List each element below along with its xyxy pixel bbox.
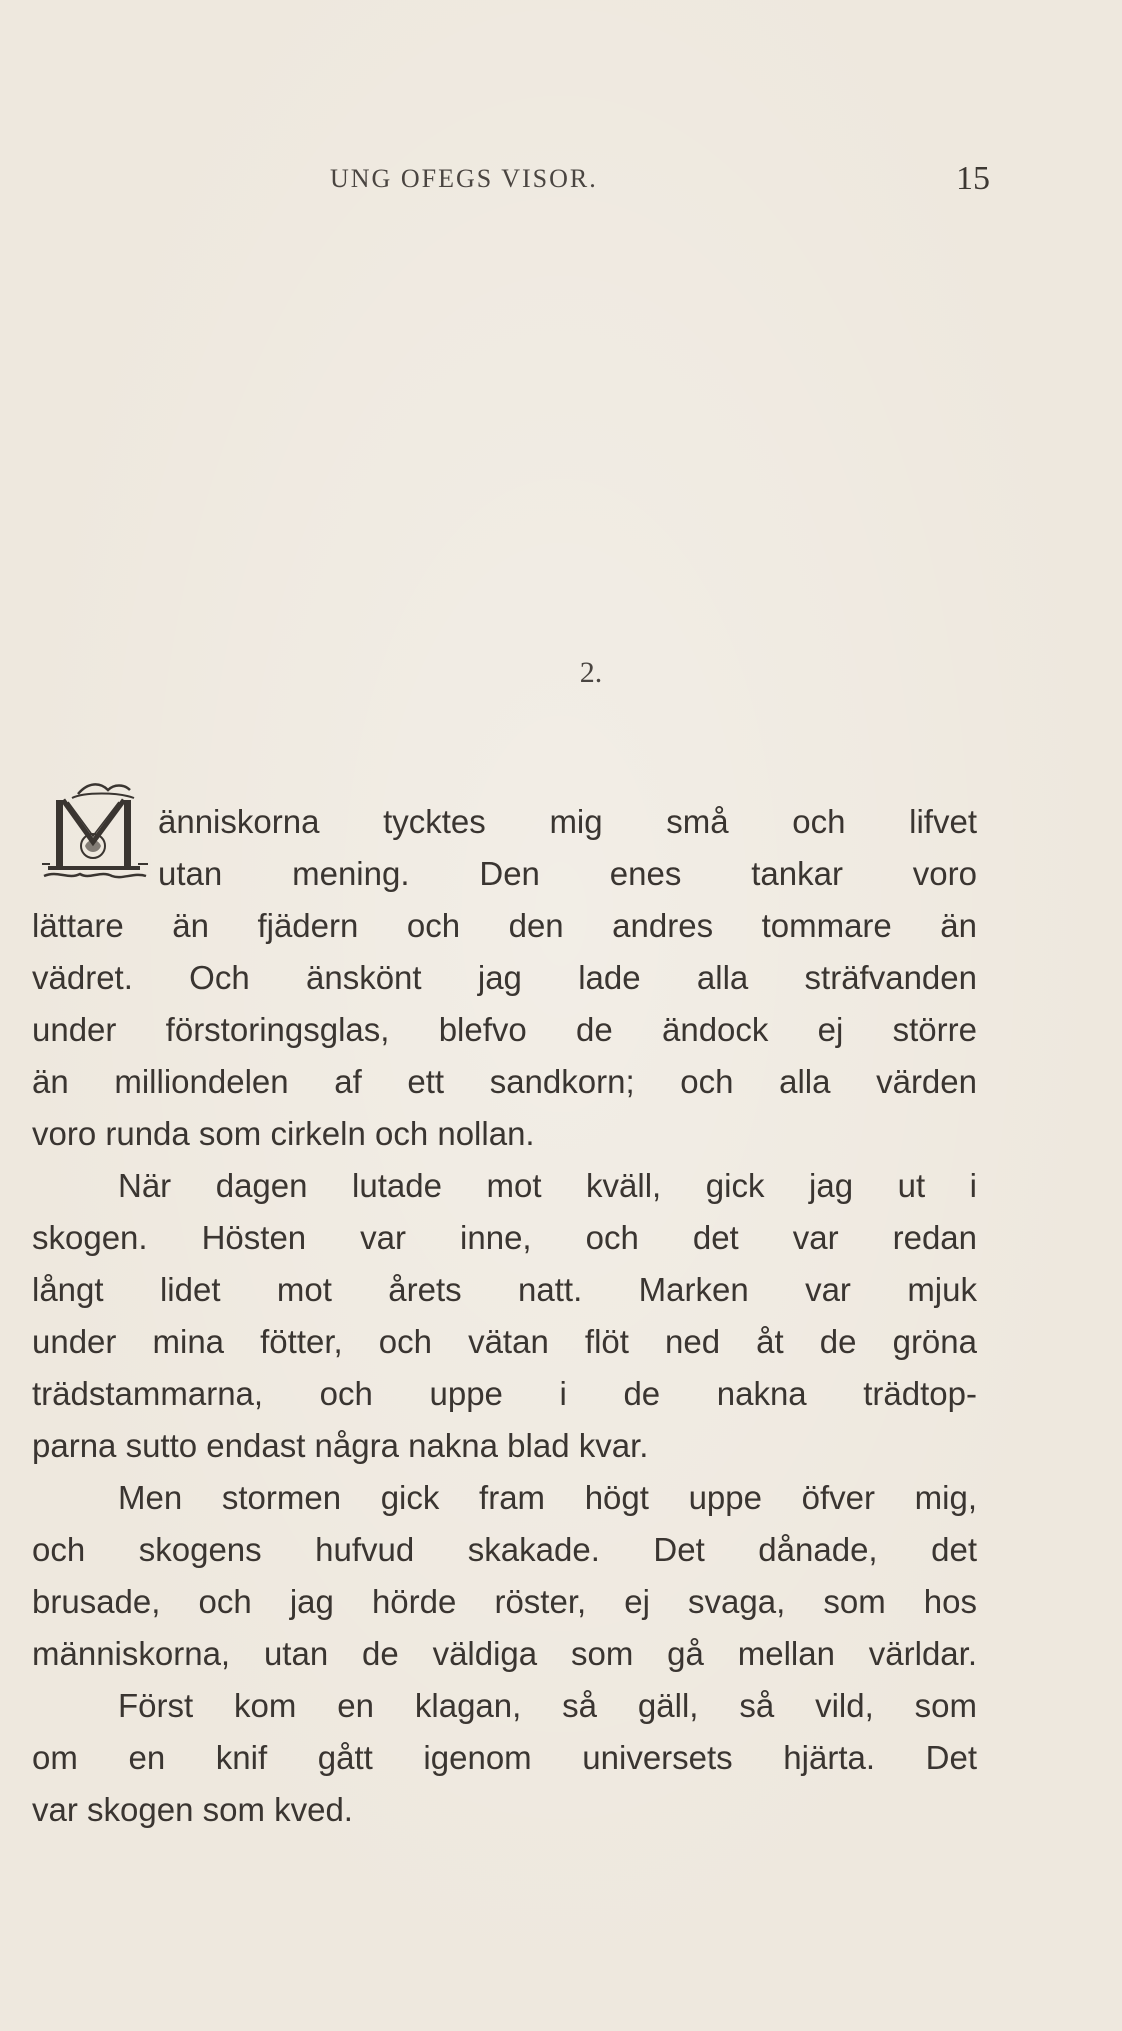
section-number: 2. [579, 656, 603, 689]
text-line-7: voro runda som cirkeln och nollan. [32, 1115, 535, 1152]
text-line-6: än milliondelen af ett sandkorn; och alla värden [32, 1063, 977, 1100]
text-line-5: under förstoringsglas, blefvo de ändock ej större [32, 1011, 977, 1048]
text-line-9: skogen. Hösten var inne, och det var redan [32, 1219, 977, 1256]
running-head [330, 160, 990, 200]
text-line-12: trädstammarna, och uppe i de nakna trädtop- [32, 1375, 977, 1412]
text-line-14: Men stormen gick fram högt uppe öfver mig, [118, 1479, 977, 1516]
text-line-3: lättare än fjädern och den andres tommare än [32, 907, 977, 944]
text-line-8: När dagen lutade mot kväll, gick jag ut i [118, 1167, 977, 1204]
text-line-4: vädret. Och änskönt jag lade alla sträfvanden [32, 959, 977, 996]
ornamental-initial-m-icon [38, 780, 150, 882]
text-line-17: människorna, utan de väldiga som gå mellan världar. [32, 1635, 977, 1672]
text-line-16: brusade, och jag hörde röster, ej svaga, som hos [32, 1583, 977, 1620]
text-line-19: om en knif gått igenom universets hjärta. Det [32, 1739, 977, 1776]
running-title: UNG OFEGS VISOR. [330, 164, 598, 193]
text-line-20: var skogen som kved. [32, 1791, 353, 1828]
page-number: 15 [956, 160, 990, 197]
text-line-18: Först kom en klagan, så gäll, så vild, som [118, 1687, 977, 1724]
text-line-10: långt lidet mot årets natt. Marken var mjuk [32, 1271, 977, 1308]
text-line-1: änniskorna tycktes mig små och lifvet [158, 803, 977, 840]
text-line-13: parna sutto endast några nakna blad kvar. [32, 1427, 649, 1464]
text-line-11: under mina fötter, och vätan flöt ned åt de gröna [32, 1323, 977, 1360]
text-line-15: och skogens hufvud skakade. Det dånade, det [32, 1531, 977, 1568]
text-line-2: utan mening. Den enes tankar voro [158, 855, 977, 892]
